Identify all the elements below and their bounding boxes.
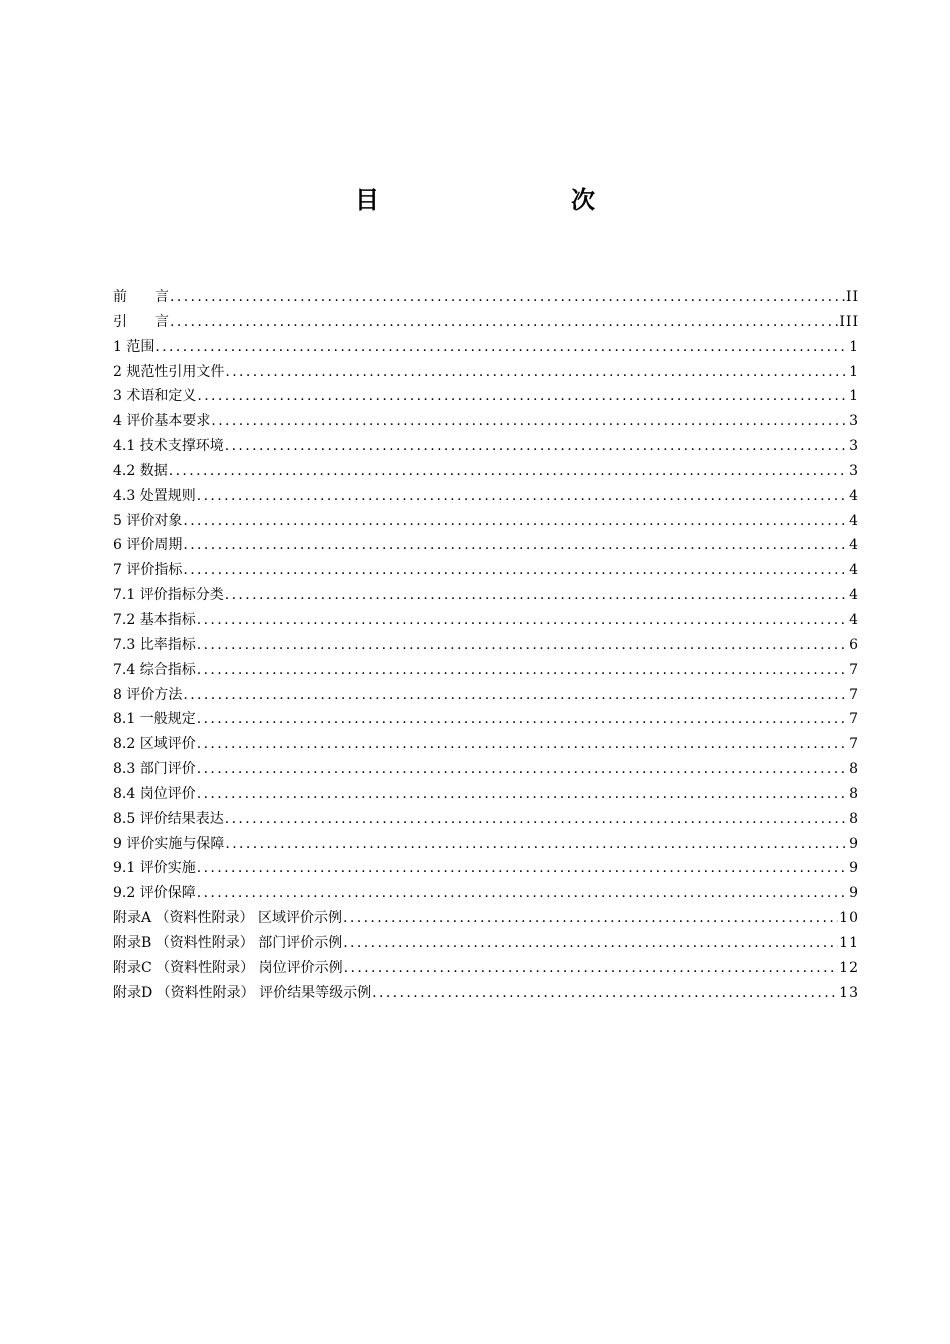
- toc-entry-3[interactable]: [113, 384, 859, 409]
- toc-leader-dots: [225, 360, 848, 385]
- toc-entry-9[interactable]: [113, 832, 859, 857]
- toc-entry-8-3[interactable]: [113, 757, 859, 782]
- toc-entry-introduction[interactable]: [113, 310, 859, 335]
- toc-entry-label: 9 评价实施与保障: [113, 835, 225, 852]
- toc-entry-page: 3: [849, 413, 859, 430]
- toc-entry-label: 5 评价对象: [113, 512, 183, 529]
- toc-entry-label: 9.1 评价实施: [113, 860, 196, 877]
- toc-leader-dots: [197, 856, 848, 881]
- toc-entry-page: 11: [839, 934, 859, 951]
- toc-entry-appendix-c[interactable]: [113, 956, 859, 981]
- toc-entry-page: 3: [849, 438, 859, 455]
- toc-entry-label: 附录D （资料性附录） 评价结果等级示例: [113, 984, 372, 1001]
- toc-leader-dots: [197, 732, 848, 757]
- toc-entry-label: 7.3 比率指标: [113, 636, 196, 653]
- toc-leader-dots: [197, 484, 848, 509]
- toc-entry-4-2[interactable]: [113, 459, 859, 484]
- toc-leader-dots: [211, 409, 848, 434]
- toc-entry-page: 6: [849, 636, 859, 653]
- toc-entry-page: 4: [849, 611, 859, 628]
- toc-entry-label: 4.1 技术支撑环境: [113, 438, 224, 455]
- toc-entry-page: 8: [849, 785, 859, 802]
- toc-entry-page: 4: [849, 487, 859, 504]
- toc-entry-label: 4 评价基本要求: [113, 413, 211, 430]
- toc-leader-dots: [183, 533, 848, 558]
- toc-entry-label: 6 评价周期: [113, 537, 183, 554]
- toc-entry-page: 1: [849, 338, 859, 355]
- toc-entry-page: 8: [849, 810, 859, 827]
- toc-entry-page: 9: [849, 885, 859, 902]
- toc-entry-label: 8.4 岗位评价: [113, 785, 196, 802]
- toc-entry-2[interactable]: [113, 360, 859, 385]
- toc-entry-foreword[interactable]: [113, 285, 859, 310]
- toc-entry-page: 4: [849, 512, 859, 529]
- toc-entry-4-3[interactable]: [113, 484, 859, 509]
- toc-entry-7-3[interactable]: [113, 633, 859, 658]
- toc-entry-5[interactable]: [113, 509, 859, 534]
- toc-entry-page: 7: [849, 686, 859, 703]
- toc-entry-8-4[interactable]: [113, 782, 859, 807]
- toc-leader-dots: [343, 906, 838, 931]
- toc-entry-label: 8.3 部门评价: [113, 761, 196, 778]
- toc-entry-4[interactable]: [113, 409, 859, 434]
- toc-leader-dots: [197, 782, 848, 807]
- toc-leader-dots: [197, 757, 848, 782]
- toc-entry-9-2[interactable]: [113, 881, 859, 906]
- toc-entry-label: 8 评价方法: [113, 686, 183, 703]
- toc-entry-page: II: [845, 289, 859, 305]
- toc-entry-label: 引 言: [113, 313, 169, 330]
- toc-entry-page: 12: [839, 959, 859, 976]
- toc-entry-page: 7: [849, 711, 859, 728]
- toc-entry-appendix-a[interactable]: [113, 906, 859, 931]
- toc-entry-page: 3: [849, 462, 859, 479]
- toc-entry-label: 8.5 评价结果表达: [113, 810, 224, 827]
- toc-entry-label: 前 言: [113, 289, 169, 305]
- toc-leader-dots: [183, 558, 848, 583]
- toc-entry-page: 10: [839, 910, 859, 927]
- toc-entry-page: 9: [849, 860, 859, 877]
- toc-entry-page: 4: [849, 537, 859, 554]
- toc-leader-dots: [170, 285, 845, 310]
- toc-leader-dots: [170, 310, 838, 335]
- toc-leader-dots: [225, 832, 848, 857]
- table-of-contents: [113, 285, 859, 1005]
- toc-entry-9-1[interactable]: [113, 856, 859, 881]
- toc-entry-1[interactable]: [113, 335, 859, 360]
- toc-leader-dots: [197, 608, 848, 633]
- toc-leader-dots: [155, 335, 848, 360]
- toc-entry-appendix-b[interactable]: [113, 931, 859, 956]
- toc-entry-6[interactable]: [113, 533, 859, 558]
- toc-leader-dots: [197, 707, 848, 732]
- toc-entry-8-1[interactable]: [113, 707, 859, 732]
- toc-leader-dots: [197, 881, 848, 906]
- toc-entry-label: 1 范围: [113, 338, 155, 355]
- toc-leader-dots: [197, 384, 848, 409]
- toc-entry-label: 4.2 数据: [113, 462, 168, 479]
- toc-entry-label: 7.1 评价指标分类: [113, 587, 224, 604]
- toc-entry-page: III: [839, 313, 859, 330]
- toc-leader-dots: [197, 633, 848, 658]
- toc-entry-page: 7: [849, 736, 859, 753]
- toc-leader-dots: [225, 434, 848, 459]
- toc-entry-8-2[interactable]: [113, 732, 859, 757]
- toc-entry-label: 2 规范性引用文件: [113, 363, 225, 380]
- toc-leader-dots: [372, 981, 838, 1006]
- toc-entry-4-1[interactable]: [113, 434, 859, 459]
- toc-entry-page: 8: [849, 761, 859, 778]
- toc-entry-7-2[interactable]: [113, 608, 859, 633]
- toc-leader-dots: [197, 658, 848, 683]
- toc-entry-label: 7 评价指标: [113, 562, 183, 579]
- toc-leader-dots: [169, 459, 848, 484]
- toc-entry-label: 3 术语和定义: [113, 388, 197, 405]
- toc-entry-label: 7.4 综合指标: [113, 661, 196, 678]
- toc-entry-7-4[interactable]: [113, 658, 859, 683]
- toc-entry-page: 13: [839, 984, 859, 1001]
- toc-entry-label: 附录B （资料性附录） 部门评价示例: [113, 934, 343, 951]
- toc-entry-page: 9: [849, 835, 859, 852]
- toc-entry-7[interactable]: [113, 558, 859, 583]
- toc-entry-page: 4: [849, 562, 859, 579]
- toc-leader-dots: [344, 956, 839, 981]
- toc-entry-8[interactable]: [113, 683, 859, 708]
- toc-entry-page: 7: [849, 661, 859, 678]
- toc-leader-dots: [183, 683, 848, 708]
- toc-entry-label: 8.2 区域评价: [113, 736, 196, 753]
- toc-leader-dots: [225, 807, 848, 832]
- toc-entry-8-5[interactable]: [113, 807, 859, 832]
- toc-entry-label: 4.3 处置规则: [113, 487, 196, 504]
- toc-entry-label: 8.1 一般规定: [113, 711, 196, 728]
- toc-leader-dots: [225, 583, 848, 608]
- toc-entry-page: 1: [849, 388, 859, 405]
- toc-entry-label: 9.2 评价保障: [113, 885, 196, 902]
- toc-entry-label: 附录C （资料性附录） 岗位评价示例: [113, 959, 343, 976]
- toc-leader-dots: [183, 509, 848, 534]
- toc-leader-dots: [343, 931, 838, 956]
- toc-entry-page: 4: [849, 587, 859, 604]
- page-title: 目 次: [355, 186, 643, 214]
- toc-entry-7-1[interactable]: [113, 583, 859, 608]
- toc-entry-page: 1: [849, 363, 859, 380]
- toc-entry-label: 7.2 基本指标: [113, 611, 196, 628]
- toc-entry-label: 附录A （资料性附录） 区域评价示例: [113, 910, 343, 927]
- toc-entry-appendix-d[interactable]: [113, 981, 859, 1006]
